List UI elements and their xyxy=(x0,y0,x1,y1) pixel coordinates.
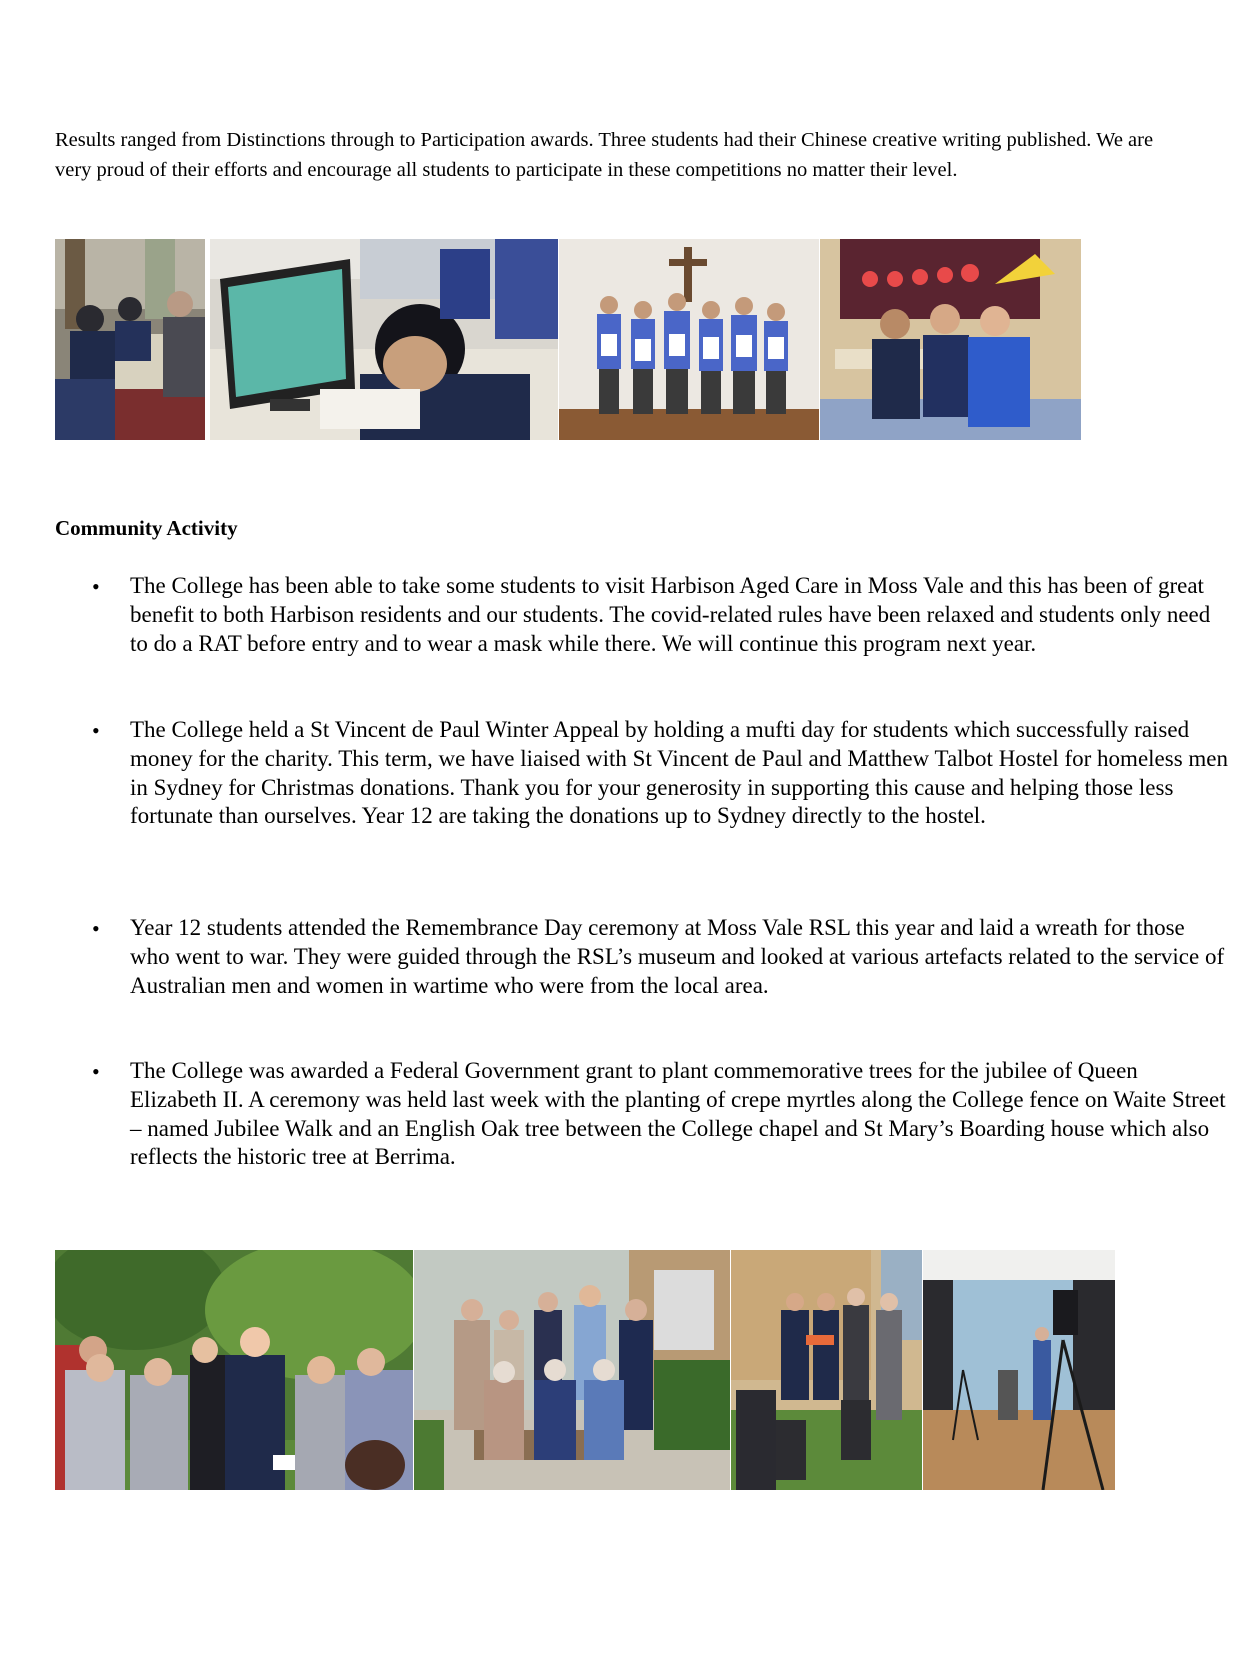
photo-icon xyxy=(731,1250,922,1490)
list-item-text: Year 12 students attended the Remembrance Day ceremony at Moss Vale RSL this year and laid a wreath for those who went to war. They were guided through the RSL’s museum and looked at various artefacts related to the service of Australian men and women in wartime who were from the local area. xyxy=(130,915,1225,998)
top-photo-row xyxy=(55,239,1081,440)
intro-paragraph: Results ranged from Distinctions through to Participation awards. Three students had their Chinese creative writing published. We are very proud of their efforts and encourage all students to participate in these competitions no matter their level. xyxy=(55,129,1154,181)
chess-game-photo xyxy=(55,239,205,440)
remembrance-day-photo xyxy=(731,1250,922,1490)
list-item-text: The College was awarded a Federal Government grant to plant commemorative trees for the jubilee of Queen Elizabeth II. A ceremony was held last week with the planting of crepe myrtles along the College fence on Waite Street – named Jubilee Walk and an English Oak tree between the College chapel and St Mary’s Boarding house which also reflects the historic tree at Berrima. xyxy=(130,1058,1226,1170)
bullet-icon: • xyxy=(92,1059,100,1084)
photo-icon xyxy=(55,239,205,440)
performance-photo xyxy=(923,1250,1115,1490)
jubilee-ceremony-photo xyxy=(55,1250,413,1490)
photo-icon xyxy=(923,1250,1115,1490)
photo-icon xyxy=(820,239,1081,440)
photo-icon xyxy=(559,239,819,440)
list-item-text: The College held a St Vincent de Paul Winter Appeal by holding a mufti day for students which successfully raised money for the charity. This term, we have liaised with St Vincent de Paul and Matthew Talbot Hostel for homeless men in Sydney for Christmas donations. Thank you for your generosity in supporting this cause and helping those less fortunate than ourselves. Year 12 are taking the donations up to Sydney directly to the hostel. xyxy=(130,717,1229,829)
bottom-photo-row xyxy=(55,1250,1115,1490)
photo-icon xyxy=(414,1250,730,1490)
list-item-text: The College has been able to take some students to visit Harbison Aged Care in Moss Vale and this has been of great benefit to both Harbison residents and our students. The covid-related rules have been relaxed and students only need to do a RAT before entry and to wear a mask while there. We will continue this program next year. xyxy=(130,573,1211,656)
students-at-desk-photo xyxy=(820,239,1081,440)
aged-care-visit-photo xyxy=(414,1250,730,1490)
bullet-icon: • xyxy=(92,574,100,599)
photo-icon xyxy=(210,239,558,440)
bullet-icon: • xyxy=(92,916,100,941)
certificate-students-photo xyxy=(559,239,819,440)
bullet-icon: • xyxy=(92,718,100,743)
community-activity-heading: Community Activity xyxy=(55,516,238,540)
computer-lab-photo xyxy=(210,239,558,440)
photo-icon xyxy=(55,1250,413,1490)
